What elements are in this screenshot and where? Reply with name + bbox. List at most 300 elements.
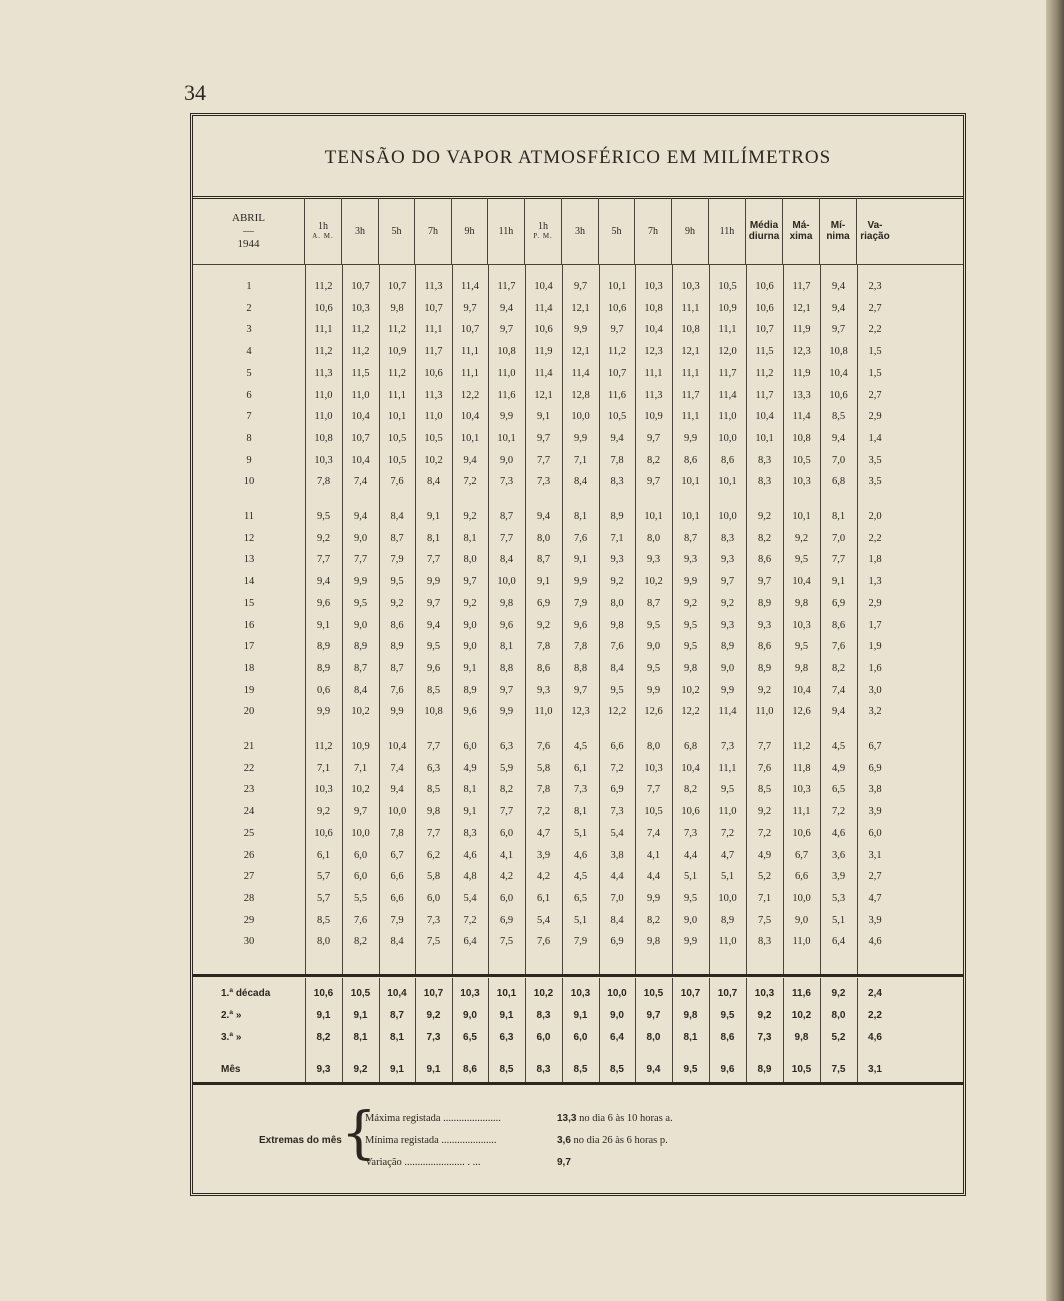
data-cell: 9,5 xyxy=(353,597,368,609)
day-number: 24 xyxy=(243,806,255,818)
data-cell: 1,7 xyxy=(868,619,882,631)
summary-column-rule xyxy=(342,978,343,1082)
data-cell: 9,4 xyxy=(831,706,846,718)
summary-cell: 7,3 xyxy=(757,1032,772,1043)
data-cell: 9,7 xyxy=(646,476,661,488)
summary-cell: 10,7 xyxy=(717,988,738,999)
data-cell: 9,6 xyxy=(573,619,588,631)
data-cell: 10,1 xyxy=(681,476,700,488)
summary-cell: 11,6 xyxy=(792,988,811,999)
data-cell: 1,6 xyxy=(868,662,882,674)
data-cell: 11,2 xyxy=(351,346,370,358)
header-hour: 1h xyxy=(318,221,328,232)
page-number: 34 xyxy=(184,80,206,105)
data-cell: 11,2 xyxy=(351,324,370,336)
data-cell: 5,3 xyxy=(831,892,846,904)
data-cell: 9,4 xyxy=(499,302,514,314)
data-cell: 7,1 xyxy=(353,762,368,774)
summary-column-rule xyxy=(562,978,563,1082)
data-cell: 12,1 xyxy=(571,346,590,358)
summary-cell: 9,2 xyxy=(831,988,846,999)
data-cell: 7,6 xyxy=(353,914,368,926)
data-cell: 9,3 xyxy=(720,554,735,566)
data-cell: 10,1 xyxy=(497,432,516,444)
data-cell: 9,7 xyxy=(353,806,368,818)
data-cell: 8,3 xyxy=(757,454,772,466)
data-cell: 11,2 xyxy=(314,346,333,358)
data-cell: 9,2 xyxy=(316,532,331,544)
day-number: 28 xyxy=(243,892,255,904)
data-cell: 12,1 xyxy=(571,302,590,314)
data-cell: 12,6 xyxy=(644,706,663,718)
data-cell: 11,0 xyxy=(424,411,443,423)
data-cell: 6,1 xyxy=(573,762,588,774)
data-cell: 10,6 xyxy=(755,281,774,292)
data-cell: 11,0 xyxy=(314,389,333,401)
day-number: 2 xyxy=(246,302,252,314)
data-cell: 6,4 xyxy=(463,936,477,948)
data-cell: 11,0 xyxy=(534,706,553,718)
summary-cell: 8,5 xyxy=(499,1064,514,1075)
data-cell: 7,2 xyxy=(463,914,477,926)
data-cell: 9,5 xyxy=(683,641,698,653)
data-cell: 4,5 xyxy=(573,741,588,752)
data-cell: 6,6 xyxy=(390,871,404,883)
summary-cell: 6,5 xyxy=(463,1032,477,1043)
data-cell: 10,6 xyxy=(534,324,553,336)
extreme-value xyxy=(557,1156,571,1170)
data-cell: 7,7 xyxy=(426,827,441,839)
summary-cell: 8,6 xyxy=(720,1032,735,1043)
data-cell: 7,7 xyxy=(426,554,441,566)
data-cell: 11,3 xyxy=(314,367,333,379)
data-cell: 2,2 xyxy=(868,532,882,544)
data-cell: 8,2 xyxy=(499,784,514,796)
column-rule xyxy=(857,264,858,976)
data-cell: 10,0 xyxy=(387,806,407,818)
data-cell: 8,7 xyxy=(536,554,551,566)
header-hour: 7h xyxy=(428,225,438,237)
data-cell: 10,8 xyxy=(314,432,333,444)
data-cell: 10,0 xyxy=(718,511,737,522)
data-cell: 8,5 xyxy=(757,784,772,796)
data-cell: 8,1 xyxy=(831,511,846,522)
data-cell: 6,0 xyxy=(499,892,514,904)
data-cell: 11,4 xyxy=(571,367,590,379)
summary-cell: 9,1 xyxy=(316,1010,331,1021)
data-cell: 6,5 xyxy=(573,892,588,904)
data-cell: 10,3 xyxy=(792,619,811,631)
data-cell: 11,4 xyxy=(792,411,811,423)
summary-cell: 8,1 xyxy=(683,1032,698,1043)
summary-bottom-rule xyxy=(193,1082,963,1085)
data-cell: 9,4 xyxy=(316,576,331,588)
data-cell: 9,9 xyxy=(646,892,661,904)
data-cell: 6,3 xyxy=(426,762,441,774)
data-cell: 10,2 xyxy=(351,784,370,796)
day-number: 16 xyxy=(243,619,255,631)
data-cell: 9,8 xyxy=(426,806,441,818)
summary-label: 3.ª » xyxy=(221,1032,242,1043)
data-cell: 9,1 xyxy=(536,411,551,423)
header-col-10 xyxy=(672,198,709,264)
data-cell: 10,7 xyxy=(351,432,370,444)
header-hour: 3h xyxy=(355,225,365,237)
data-cell: 8,1 xyxy=(573,806,588,818)
data-cell: 5,1 xyxy=(720,871,735,883)
day-number: 6 xyxy=(246,389,252,401)
data-cell: 9,7 xyxy=(573,281,588,292)
data-cell: 8,0 xyxy=(316,936,331,948)
data-cell: 9,2 xyxy=(610,576,624,588)
data-cell: 6,9 xyxy=(536,597,551,609)
day-number: 11 xyxy=(243,511,255,522)
data-cell: 7,3 xyxy=(720,741,735,752)
data-cell: 7,1 xyxy=(316,762,331,774)
data-cell: 9,5 xyxy=(720,784,735,796)
summary-cell: 3,1 xyxy=(868,1064,882,1075)
data-cell: 8,3 xyxy=(757,936,772,948)
data-cell: 9,3 xyxy=(610,554,624,566)
column-rule xyxy=(599,264,600,976)
data-cell: 11,7 xyxy=(718,367,737,379)
data-cell: 9,9 xyxy=(316,706,331,718)
data-cell: 8,9 xyxy=(353,641,368,653)
data-cell: 8,5 xyxy=(426,784,441,796)
data-cell: 12,1 xyxy=(534,389,553,401)
header-rule xyxy=(193,264,963,265)
data-cell: 11,2 xyxy=(792,741,811,752)
day-number: 19 xyxy=(243,684,255,696)
data-cell: 9,1 xyxy=(536,576,551,588)
data-cell: 10,5 xyxy=(387,454,407,466)
data-cell: 11,7 xyxy=(755,389,774,401)
data-cell: 6,0 xyxy=(353,871,368,883)
data-cell: 11,1 xyxy=(718,762,737,774)
data-cell: 8,9 xyxy=(757,597,772,609)
header-hour: 5h xyxy=(611,225,622,237)
data-cell: 2,3 xyxy=(868,281,882,292)
data-cell: 11,4 xyxy=(534,302,553,314)
data-cell: 9,9 xyxy=(390,706,404,718)
data-cell: 10,4 xyxy=(681,762,700,774)
data-cell: 9,7 xyxy=(463,302,477,314)
data-cell: 7,9 xyxy=(390,914,404,926)
data-cell: 7,5 xyxy=(426,936,441,948)
data-cell: 9,1 xyxy=(316,619,331,631)
data-cell: 11,9 xyxy=(792,324,811,336)
data-cell: 6,4 xyxy=(831,936,846,948)
summary-cell: 6,0 xyxy=(536,1032,551,1043)
summary-column-rule xyxy=(635,978,636,1082)
data-cell: 10,5 xyxy=(644,806,663,818)
header-ampm: P. M. xyxy=(533,232,553,240)
data-cell: 5,1 xyxy=(573,827,588,839)
data-cell: 3,9 xyxy=(868,806,882,818)
header-col-7 xyxy=(562,198,599,264)
data-cell: 8,6 xyxy=(831,619,846,631)
day-number: 10 xyxy=(243,476,255,488)
data-cell: 9,9 xyxy=(683,432,698,444)
data-cell: 11,1 xyxy=(792,806,811,818)
header-month-label: ABRIL xyxy=(232,211,265,224)
data-cell: 9,5 xyxy=(390,576,404,588)
data-cell: 9,5 xyxy=(646,662,661,674)
data-cell: 4,7 xyxy=(720,849,735,861)
data-cell: 8,2 xyxy=(831,662,846,674)
data-cell: 10,0 xyxy=(351,827,370,839)
summary-column-rule xyxy=(488,978,489,1082)
data-cell: 11,2 xyxy=(314,281,333,292)
data-cell: 8,6 xyxy=(683,454,698,466)
data-cell: 3,2 xyxy=(868,706,882,718)
summary-cell: 8,1 xyxy=(390,1032,404,1043)
day-number: 22 xyxy=(243,762,255,774)
data-cell: 3,5 xyxy=(868,454,882,466)
extreme-value-number: 9,7 xyxy=(557,1157,571,1168)
data-cell: 4,2 xyxy=(536,871,551,883)
data-cell: 7,7 xyxy=(426,741,441,752)
day-number: 13 xyxy=(243,554,255,566)
data-cell: 9,0 xyxy=(499,454,514,466)
data-cell: 8,9 xyxy=(316,641,331,653)
data-cell: 9,0 xyxy=(683,914,698,926)
data-cell: 6,9 xyxy=(610,784,624,796)
data-cell: 11,5 xyxy=(351,367,370,379)
extreme-name: Variação ....................... . ... xyxy=(365,1157,481,1168)
data-cell: 12,2 xyxy=(460,389,480,401)
summary-cell: 9,2 xyxy=(353,1064,368,1075)
data-cell: 7,6 xyxy=(757,762,772,774)
column-rule xyxy=(415,264,416,976)
data-cell: 9,8 xyxy=(610,619,624,631)
day-number: 8 xyxy=(246,432,252,444)
data-cell: 7,0 xyxy=(610,892,624,904)
summary-column-rule xyxy=(415,978,416,1082)
data-cell: 9,8 xyxy=(499,597,514,609)
data-cell: 9,1 xyxy=(831,576,846,588)
data-cell: 12,3 xyxy=(571,706,590,718)
data-cell: 7,5 xyxy=(499,936,514,948)
day-number: 4 xyxy=(246,346,252,358)
data-cell: 8,6 xyxy=(390,619,404,631)
data-cell: 5,4 xyxy=(610,827,624,839)
data-cell: 11,7 xyxy=(424,346,443,358)
data-cell: 8,9 xyxy=(463,684,477,696)
data-cell: 3,6 xyxy=(831,849,846,861)
data-cell: 10,3 xyxy=(792,476,811,488)
data-cell: 8,2 xyxy=(646,454,661,466)
column-rule xyxy=(672,264,673,976)
data-cell: 10,4 xyxy=(792,684,811,696)
data-cell: 9,7 xyxy=(426,597,441,609)
summary-cell: 9,0 xyxy=(463,1010,477,1021)
data-cell: 10,4 xyxy=(460,411,480,423)
data-cell: 10,0 xyxy=(718,892,737,904)
data-cell: 10,1 xyxy=(755,432,774,444)
day-number: 30 xyxy=(243,936,255,948)
data-cell: 10,8 xyxy=(792,432,811,444)
header-hour: 11h xyxy=(498,225,514,237)
data-cell: 6,1 xyxy=(316,849,331,861)
data-cell: 4,5 xyxy=(573,871,588,883)
summary-cell: 10,5 xyxy=(643,988,664,999)
summary-cell: 10,2 xyxy=(791,1010,812,1021)
data-cell: 9,0 xyxy=(646,641,661,653)
data-cell: 7,0 xyxy=(831,532,846,544)
data-cell: 11,9 xyxy=(534,346,553,358)
data-cell: 9,4 xyxy=(426,619,441,631)
data-cell: 10,3 xyxy=(644,281,663,292)
data-cell: 10,6 xyxy=(792,827,811,839)
data-cell: 9,4 xyxy=(831,432,846,444)
data-cell: 6,2 xyxy=(426,849,441,861)
header-col-6 xyxy=(525,198,562,264)
data-cell: 9,9 xyxy=(573,432,588,444)
day-number: 5 xyxy=(246,367,252,379)
data-cell: 8,4 xyxy=(573,476,588,488)
data-cell: 9,3 xyxy=(646,554,661,566)
data-cell: 7,1 xyxy=(573,454,588,466)
data-cell: 9,2 xyxy=(683,597,698,609)
data-cell: 7,3 xyxy=(683,827,698,839)
data-cell: 9,9 xyxy=(683,576,698,588)
data-cell: 9,5 xyxy=(683,892,698,904)
data-cell: 7,3 xyxy=(426,914,441,926)
data-cell: 3,8 xyxy=(610,849,624,861)
day-number: 12 xyxy=(243,532,255,544)
data-cell: 9,2 xyxy=(757,684,772,696)
data-cell: 8,9 xyxy=(610,511,624,522)
data-cell: 7,2 xyxy=(831,806,846,818)
data-cell: 10,4 xyxy=(755,411,774,423)
data-cell: 9,4 xyxy=(463,454,477,466)
header-label-1: Mí- xyxy=(830,220,846,231)
data-cell: 8,1 xyxy=(463,532,477,544)
header-hour: 3h xyxy=(575,225,585,237)
data-cell: 11,1 xyxy=(681,302,700,314)
data-cell: 6,0 xyxy=(463,741,477,752)
data-cell: 9,7 xyxy=(646,432,661,444)
data-cell: 11,1 xyxy=(461,367,479,379)
data-cell: 9,9 xyxy=(720,684,735,696)
header-label-2: riação xyxy=(860,231,890,242)
summary-cell: 10,7 xyxy=(680,988,701,999)
data-cell: 12,3 xyxy=(644,346,663,358)
data-cell: 9,1 xyxy=(463,806,477,818)
data-cell: 9,2 xyxy=(794,532,809,544)
data-cell: 9,7 xyxy=(499,324,514,336)
header-label-2: diurna xyxy=(748,231,780,242)
data-cell: 5,7 xyxy=(316,871,331,883)
data-cell: 9,5 xyxy=(794,641,809,653)
header-col-5 xyxy=(488,198,525,264)
table-frame xyxy=(190,113,966,1196)
data-cell: 4,6 xyxy=(573,849,588,861)
data-cell: 11,0 xyxy=(792,936,811,948)
data-cell: 10,2 xyxy=(644,576,663,588)
data-cell: 6,6 xyxy=(610,741,624,752)
summary-column-rule xyxy=(857,978,858,1082)
data-cell: 9,3 xyxy=(683,554,698,566)
summary-cell: 9,2 xyxy=(426,1010,441,1021)
extreme-note: no dia 6 às 10 horas a. xyxy=(576,1113,673,1124)
data-cell: 12,0 xyxy=(718,346,737,358)
data-cell: 8,9 xyxy=(316,662,331,674)
data-cell: 7,3 xyxy=(499,476,514,488)
summary-cell: 9,5 xyxy=(720,1010,735,1021)
data-cell: 6,0 xyxy=(353,849,368,861)
summary-cell: 9,5 xyxy=(683,1064,698,1075)
data-cell: 9,5 xyxy=(794,554,809,566)
data-cell: 7,7 xyxy=(499,806,514,818)
data-cell: 10,7 xyxy=(424,302,443,314)
day-number: 18 xyxy=(243,662,255,674)
data-cell: 8,4 xyxy=(499,554,514,566)
column-rule xyxy=(488,264,489,976)
data-cell: 9,4 xyxy=(536,511,551,522)
data-cell: 8,3 xyxy=(463,827,477,839)
summary-cell: 9,1 xyxy=(390,1064,404,1075)
data-cell: 13,3 xyxy=(792,389,811,401)
data-cell: 9,9 xyxy=(683,936,698,948)
day-number: 15 xyxy=(243,597,255,609)
data-cell: 7,8 xyxy=(390,827,404,839)
summary-cell: 10,5 xyxy=(791,1064,812,1075)
header-col-8 xyxy=(599,198,635,264)
header-col-14 xyxy=(820,198,857,264)
data-cell: 10,0 xyxy=(792,892,811,904)
day-number: 7 xyxy=(246,411,252,423)
data-cell: 12,3 xyxy=(792,346,811,358)
data-cell: 7,1 xyxy=(610,532,624,544)
summary-column-rule xyxy=(305,978,306,1082)
header-hour: 7h xyxy=(648,225,658,237)
data-cell: 8,4 xyxy=(353,684,368,696)
data-cell: 7,6 xyxy=(390,684,404,696)
data-cell: 10,6 xyxy=(681,806,700,818)
data-cell: 9,9 xyxy=(573,324,588,336)
summary-cell: 9,0 xyxy=(610,1010,624,1021)
data-cell: 10,9 xyxy=(387,346,407,358)
data-cell: 11,4 xyxy=(534,367,553,379)
extremes-brace: { xyxy=(341,1101,377,1166)
data-cell: 10,6 xyxy=(314,302,333,314)
day-number: 3 xyxy=(246,324,252,336)
data-cell: 11,4 xyxy=(718,706,737,718)
header-hour: 5h xyxy=(391,225,402,237)
data-cell: 9,0 xyxy=(353,532,368,544)
header-label-1: Média xyxy=(749,220,779,231)
header-col-15 xyxy=(857,198,893,264)
data-cell: 8,7 xyxy=(390,532,404,544)
title-box xyxy=(193,116,963,199)
data-cell: 7,9 xyxy=(573,936,588,948)
data-cell: 9,4 xyxy=(353,511,368,522)
header-hour: 11h xyxy=(719,225,735,237)
summary-cell: 10,3 xyxy=(570,988,591,999)
data-cell: 11,7 xyxy=(792,281,811,292)
summary-column-rule xyxy=(452,978,453,1082)
data-cell: 8,7 xyxy=(499,511,514,522)
header-col-2 xyxy=(379,198,415,264)
data-cell: 8,0 xyxy=(536,532,551,544)
data-cell: 10,1 xyxy=(644,511,663,522)
header-dash: — xyxy=(243,224,254,237)
data-cell: 9,5 xyxy=(316,511,331,522)
data-cell: 6,7 xyxy=(390,849,404,861)
data-cell: 9,2 xyxy=(390,597,404,609)
